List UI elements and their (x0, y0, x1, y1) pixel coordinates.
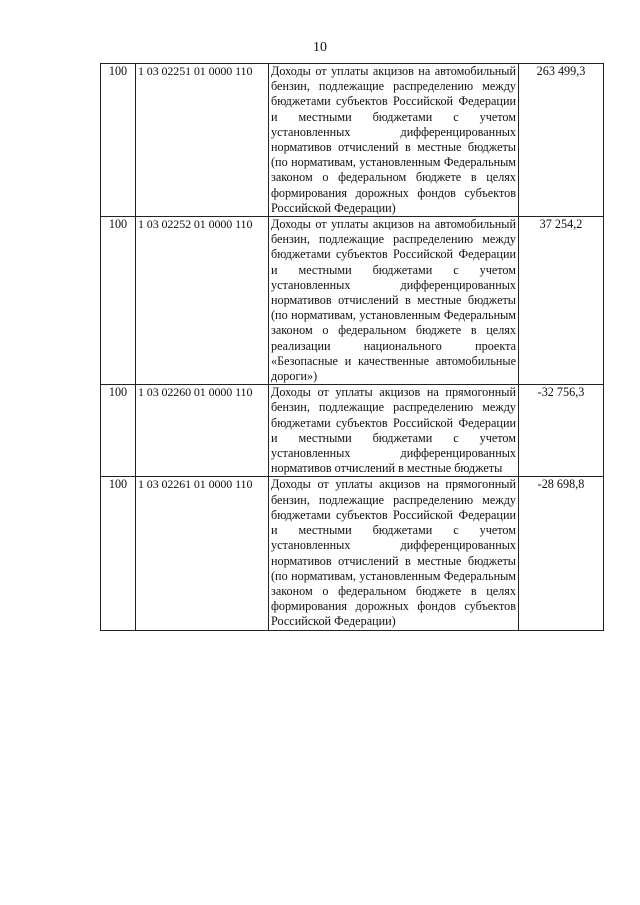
revenue-name-cell: Доходы от уплаты акцизов на автомобильный бензин, подлежащие распределению между бюджетами субъектов Российской Федерации и местными бюджетами с учетом установленных дифференцированных нормативов отчислений в местные бюджеты (по нормативам, установленным Федеральным законом о федеральном бюджете в целях формирования дорожных фондов субъектов Российской Федерации) (269, 64, 519, 217)
amount-cell: -32 756,3 (519, 385, 604, 477)
table-row (101, 217, 604, 385)
page-number: 10 (313, 40, 327, 55)
table-row (101, 385, 604, 477)
admin-code-cell: 100 (101, 385, 136, 477)
budget-classification-code-cell: 1 03 02252 01 0000 110 (136, 217, 269, 385)
revenue-table (100, 63, 604, 631)
admin-code-cell: 100 (101, 217, 136, 385)
admin-code-cell: 100 (101, 477, 136, 630)
budget-classification-code-cell: 1 03 02261 01 0000 110 (136, 477, 269, 630)
revenue-name-cell: Доходы от уплаты акцизов на прямогонный бензин, подлежащие распределению между бюджетами субъектов Российской Федерации и местными бюджетами с учетом установленных дифференцированных нормативов отчислений в местные бюджеты (по нормативам, установленным Федеральным законом о федеральном бюджете в целях формирования дорожных фондов субъектов Российской Федерации) (269, 477, 519, 630)
amount-cell: -28 698,8 (519, 477, 604, 630)
budget-classification-code-cell: 1 03 02260 01 0000 110 (136, 385, 269, 477)
revenue-name-cell: Доходы от уплаты акцизов на автомобильный бензин, подлежащие распределению между бюджетами субъектов Российской Федерации и местными бюджетами с учетом установленных дифференцированных нормативов отчислений в местные бюджеты (по нормативам, установленным Федеральным законом о федеральном бюджете в целях реализации национального проекта «Безопасные и качественные автомобильные дороги») (269, 217, 519, 385)
table-row (101, 477, 604, 630)
amount-cell: 263 499,3 (519, 64, 604, 217)
amount-cell: 37 254,2 (519, 217, 604, 385)
admin-code-cell: 100 (101, 64, 136, 217)
table-row (101, 64, 604, 217)
revenue-table-body (101, 64, 604, 631)
budget-classification-code-cell: 1 03 02251 01 0000 110 (136, 64, 269, 217)
revenue-name-cell: Доходы от уплаты акцизов на прямогонный бензин, подлежащие распределению между бюджетами субъектов Российской Федерации и местными бюджетами с учетом установленных дифференцированных нормативов отчислений в местные бюджеты (269, 385, 519, 477)
